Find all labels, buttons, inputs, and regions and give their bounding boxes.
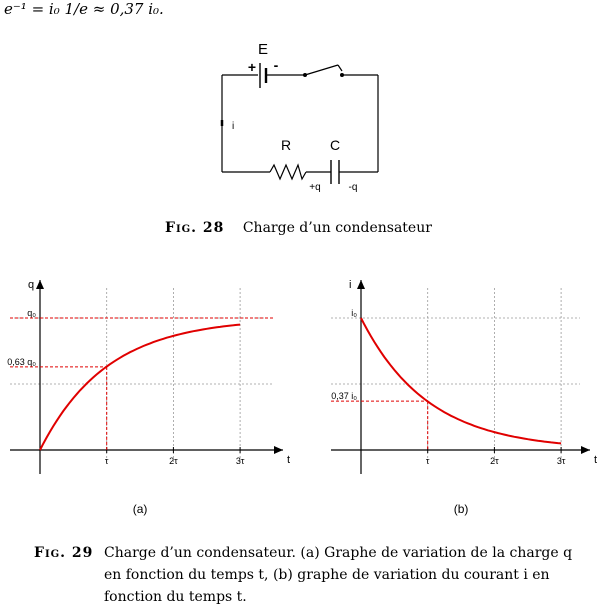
y-axis-arrow (357, 280, 365, 289)
y-axis-label: i (349, 279, 352, 291)
graph-b-current (300, 270, 601, 525)
y-tick-label-max: i₀ (351, 308, 357, 318)
data-curve (361, 318, 561, 443)
switch-tip (338, 65, 342, 71)
switch-contact (340, 73, 344, 77)
x-axis-arrow (274, 446, 283, 454)
data-curve (40, 325, 240, 450)
plate-neg-label: -q (348, 182, 358, 193)
rc-circuit-diagram (200, 30, 400, 200)
figure-29-line-2: en fonction du temps t, (b) graphe de variation du courant i en (104, 567, 550, 583)
y-axis-label: q (28, 279, 35, 291)
x-axis-arrow (581, 446, 590, 454)
figure-29-label: Fig. 29 (34, 545, 94, 561)
x-axis-label: t (594, 454, 598, 466)
x-axis-label: t (287, 454, 291, 466)
y-tick-label-marker: 0,37 i₀ (331, 391, 357, 402)
battery-minus: - (273, 57, 279, 73)
x-tick-label-2: 3τ (235, 456, 245, 466)
battery-label: E (257, 41, 269, 58)
resistor-label: R (280, 137, 292, 153)
resistor-zigzag (270, 165, 306, 179)
figure-28-text: Charge d’un condensateur (242, 220, 432, 236)
current-label: i (232, 121, 235, 132)
figure-28-label: Fig. 28 (165, 220, 225, 236)
x-tick-label-0: τ (104, 456, 109, 466)
plate-pos-label: +q (309, 182, 321, 193)
figure-28-caption (165, 220, 432, 236)
x-tick-label-2: 3τ (556, 456, 566, 466)
capacitor-label: C (329, 137, 341, 153)
x-tick-label-1: 2τ (169, 456, 178, 466)
x-tick-label-1: 2τ (490, 456, 499, 466)
formula-line: e⁻¹ = i₀ 1/e ≈ 0,37 i₀. (4, 0, 164, 18)
battery-plus: + (247, 59, 257, 75)
figure-29-line-1: Charge d’un condensateur. (a) Graphe de variation de la charge q (104, 545, 573, 561)
figure-29-caption (34, 542, 594, 608)
switch-lever (305, 65, 338, 75)
y-tick-label-marker: 0,63 q₀ (7, 356, 36, 367)
y-axis-arrow (36, 280, 44, 289)
figure-29-line-3: fonction du temps t. (104, 589, 247, 605)
panel-label: (b) (453, 502, 469, 516)
graph-a-charge (0, 270, 300, 525)
x-tick-label-0: τ (425, 456, 430, 466)
panel-label: (a) (132, 502, 148, 516)
y-tick-label-max: q₀ (27, 308, 36, 318)
